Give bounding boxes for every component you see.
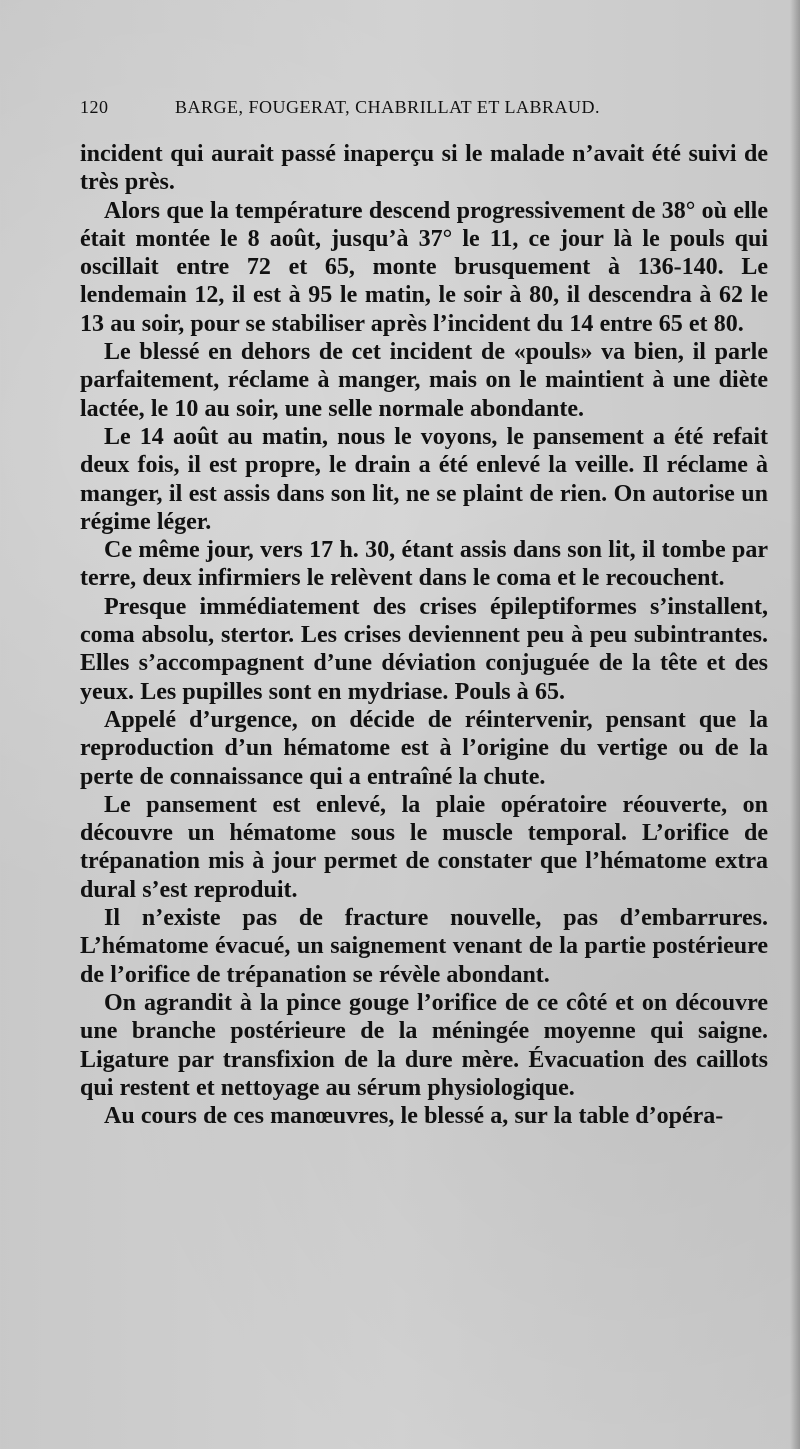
paragraph-10: On agrandit à la pince gouge l’orifice de ce côté et on découvre une branche postérieure de la méningée moyenne qui saigne. Ligature par transfixion de la dure mère. Évacuation des caillots qui restent et nettoyage au sérum physiologique. [80, 989, 768, 1101]
page-edge-shadow [790, 0, 800, 1449]
paragraph-11: Au cours de ces manœuvres, le blessé a, sur la table d’opéra- [104, 1103, 724, 1130]
running-head: BARGE, FOUGERAT, CHABRILLAT ET LABRAUD. [175, 97, 601, 117]
paragraph-5: Ce même jour, vers 17 h. 30, étant assis dans son lit, il tombe par terre, deux infirmiers le relèvent dans le coma et le recouchent. [80, 537, 768, 592]
page-header [80, 97, 770, 125]
paragraph-8: Le pansement est enlevé, la plaie opératoire réouverte, on découvre un hématome sous le muscle temporal. L’orifice de trépanation mis à jour permet de constater que l’hématome extra dural s’est reproduit. [80, 791, 768, 903]
paragraph-6: Presque immédiatement des crises épileptiformes s’installent, coma absolu, stertor. Les crises deviennent peu à peu subintrantes. Elles s’accompagnent d’une déviation conjuguée de la tête et des yeux. Les pupilles sont en mydriase. Pouls à 65. [80, 593, 768, 705]
body-text [80, 140, 768, 1130]
paragraph-9: Il n’existe pas de fracture nouvelle, pas d’embarrures. L’hématome évacué, un saignement venant de la partie postérieure de l’orifice de trépanation se révèle abondant. [80, 905, 768, 988]
paragraph-4: Le 14 août au matin, nous le voyons, le pansement a été refait deux fois, il est propre, le drain a été enlevé la veille. Il réclame à manger, il est assis dans son lit, ne se plaint de rien. On autorise un régime léger. [80, 423, 768, 535]
paragraph-2: Alors que la température descend progressivement de 38° où elle était montée le 8 août, jusqu’à 37° le 11, ce jour là le pouls qui oscillait entre 72 et 65, monte brusquement à 136-140. Le lendemain 12, il est à 95 le matin, le soir à 80, il descendra à 62 le 13 au soir, pour se stabiliser après l’incident du 14 entre 65 et 80. [80, 197, 768, 337]
paragraph-3: Le blessé en dehors de cet incident de «pouls» va bien, il parle parfaitement, réclame à manger, mais on le maintient à une diète lactée, le 10 au soir, une selle normale abondante. [80, 339, 768, 422]
paragraph-1: incident qui aurait passé inaperçu si le malade n’avait été suivi de très près. [80, 141, 768, 196]
paragraph-7: Appelé d’urgence, on décide de réintervenir, pensant que la reproduction d’un hématome est à l’origine du vertige ou de la perte de connaissance qui a entraîné la chute. [80, 706, 768, 790]
page-number: 120 [80, 97, 109, 117]
